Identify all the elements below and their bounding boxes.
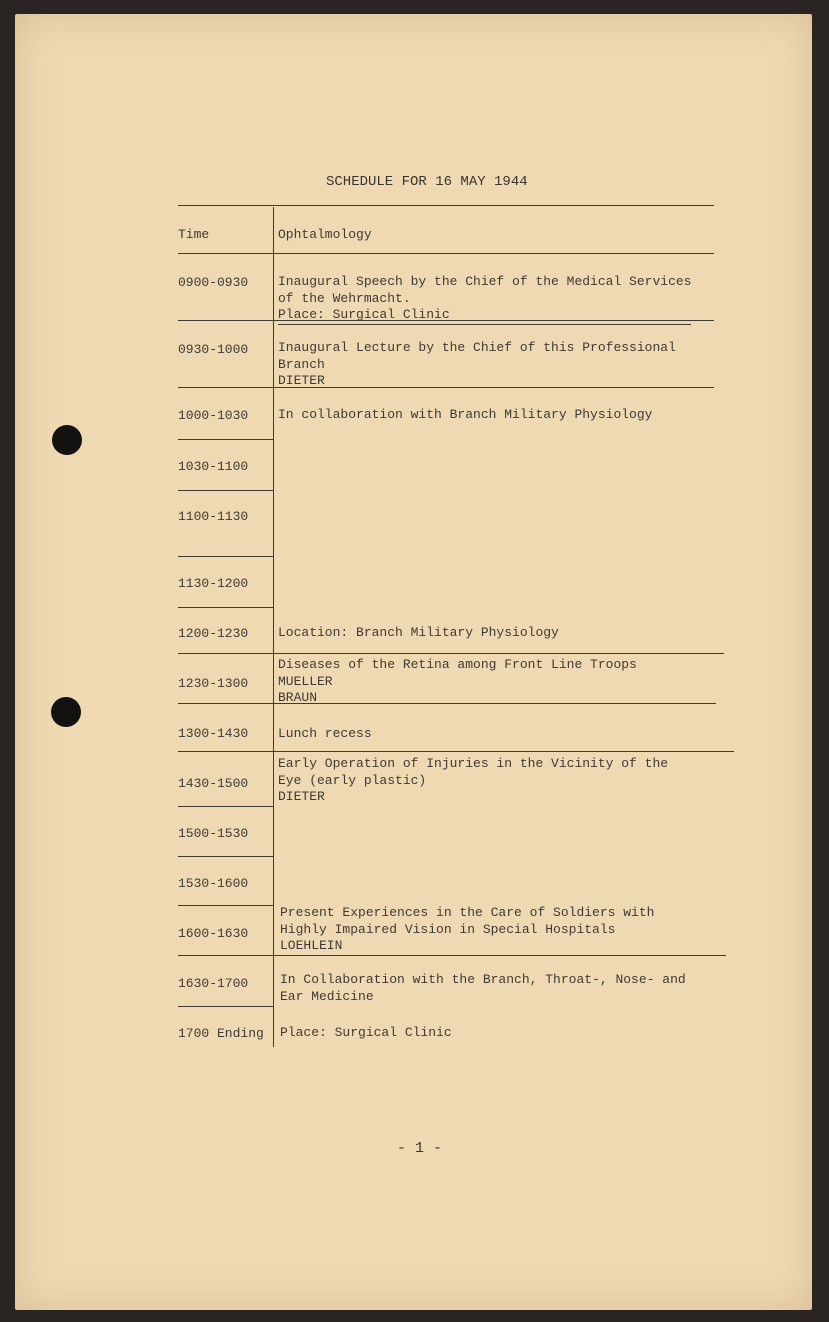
entry-line: Present Experiences in the Care of Soldiers with (280, 905, 655, 920)
speaker-name: DIETER (278, 789, 325, 804)
time-cell: 1630-1700 (178, 976, 249, 991)
table-rule (178, 253, 714, 254)
header-time: Time (178, 227, 210, 242)
time-cell: 1030-1100 (178, 459, 249, 474)
entry-line: Ear Medicine (280, 988, 374, 1004)
punch-hole (51, 697, 81, 727)
entry-line: In Collaboration with the Branch, Throat-, Nose- and (280, 972, 686, 987)
entry-line (278, 307, 691, 325)
time-cell: 1100-1130 (178, 509, 249, 524)
time-cell: 1600-1630 (178, 926, 249, 941)
punch-hole (52, 425, 82, 455)
time-cell: 1500-1530 (178, 826, 249, 841)
entry-line-underlined: Place: Surgical Clinic (278, 307, 691, 325)
speaker-name: LOEHLEIN (280, 938, 343, 953)
table-rule (178, 955, 726, 956)
time-cell: 1230-1300 (178, 676, 249, 691)
time-cell: 0900-0930 (178, 275, 249, 290)
speaker-name: BRAUN (278, 690, 318, 705)
page-number: - 1 - (397, 1140, 443, 1157)
entry-line: Branch (278, 356, 325, 372)
entry-line: Lunch recess (278, 726, 372, 741)
speaker-name: MUELLER (278, 673, 333, 689)
time-cell: 1430-1500 (178, 776, 249, 791)
entry-line: Inaugural Speech by the Chief of the Medical Services (278, 274, 692, 289)
table-rule (178, 856, 273, 857)
table-rule (178, 905, 273, 906)
table-rule (178, 751, 734, 752)
entry-line: In collaboration with Branch Military Physiology (278, 407, 653, 422)
schedule-entry (278, 625, 559, 642)
entry-line: Location: Branch Military Physiology (278, 625, 559, 640)
schedule-entry (278, 407, 652, 424)
entry-line: Eye (early plastic) (278, 772, 427, 788)
entry-line: Diseases of the Retina among Front Line Troops (278, 657, 637, 672)
table-rule (178, 1006, 273, 1007)
schedule-entry (278, 657, 637, 707)
time-cell: 1530-1600 (178, 876, 249, 891)
time-cell: 1200-1230 (178, 626, 249, 641)
time-cell: 1000-1030 (178, 408, 249, 423)
schedule-entry (278, 756, 668, 806)
table-rule (178, 556, 273, 557)
table-rule (178, 205, 714, 206)
table-rule (178, 607, 273, 608)
schedule-entry (280, 1025, 452, 1042)
time-cell: 1700 Ending (178, 1026, 264, 1041)
entry-line: Early Operation of Injuries in the Vicinity of the (278, 756, 669, 771)
time-cell: 1130-1200 (178, 576, 249, 591)
entry-line: Highly Impaired Vision in Special Hospitals (280, 921, 616, 937)
header-subject: Ophtalmology (278, 227, 372, 242)
schedule-entry (280, 905, 654, 955)
table-rule (178, 653, 724, 654)
column-divider (273, 207, 274, 1047)
schedule-entry (280, 972, 686, 1005)
entry-line: of the Wehrmacht. (278, 290, 411, 306)
schedule-entry (278, 726, 372, 743)
table-rule (178, 806, 273, 807)
schedule-entry (278, 274, 691, 325)
entry-line: Place: Surgical Clinic (280, 1025, 452, 1040)
table-rule (178, 490, 273, 491)
entry-line: Inaugural Lecture by the Chief of this Professional (278, 340, 676, 355)
speaker-name: DIETER (278, 373, 325, 388)
time-cell: 0930-1000 (178, 342, 249, 357)
time-cell: 1300-1430 (178, 726, 249, 741)
table-rule (178, 439, 273, 440)
page-title: SCHEDULE FOR 16 MAY 1944 (326, 174, 528, 190)
schedule-entry (278, 340, 676, 390)
